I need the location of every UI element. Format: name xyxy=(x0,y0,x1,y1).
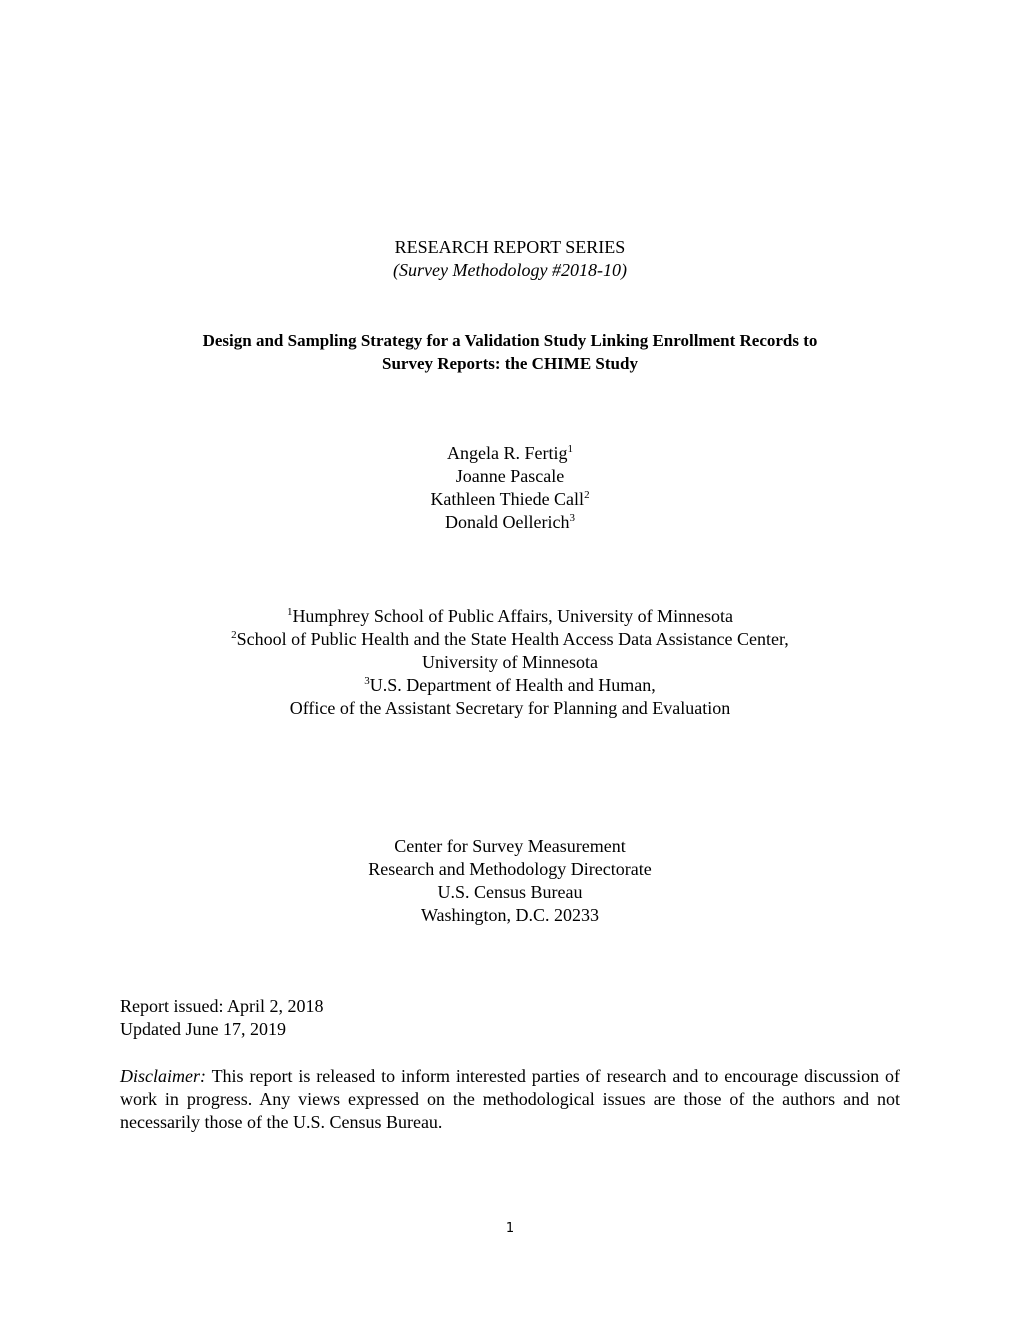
report-title xyxy=(120,329,900,375)
author-oellerich xyxy=(120,511,900,534)
affiliation-mark: 1 xyxy=(286,606,293,618)
affiliation-3-continued: Office of the Assistant Secretary for Planning and Evaluation xyxy=(289,698,731,718)
affiliation-2 xyxy=(120,628,900,651)
author-name: Angela R. Fertig xyxy=(447,443,568,463)
report-dates xyxy=(120,995,900,1041)
affiliation-3 xyxy=(120,674,900,697)
issued-date: Report issued: April 2, 2018 xyxy=(120,996,324,1016)
series-subtitle: (Survey Methodology #2018-10) xyxy=(393,260,627,280)
author-name: Kathleen Thiede Call xyxy=(430,489,585,509)
updated-date: Updated June 17, 2019 xyxy=(120,1019,286,1039)
publisher-city: Washington, D.C. 20233 xyxy=(420,905,600,925)
publisher-center: Center for Survey Measurement xyxy=(394,836,626,856)
author-list xyxy=(120,442,900,534)
affiliation-text: School of Public Health and the State Health Access Data Assistance Center, xyxy=(236,629,789,649)
affiliation-2-continued: University of Minnesota xyxy=(422,652,598,672)
affiliation-1 xyxy=(120,605,900,628)
author-name: Donald Oellerich xyxy=(445,512,570,532)
author-name: Joanne Pascale xyxy=(455,466,565,486)
author-pascale xyxy=(120,465,900,488)
affiliation-list xyxy=(120,605,900,720)
publisher-directorate: Research and Methodology Directorate xyxy=(368,859,652,879)
affiliation-mark: 2 xyxy=(231,629,237,641)
author-affiliation-mark: 3 xyxy=(569,512,575,524)
report-title-line-1: Design and Sampling Strategy for a Validation Study Linking Enrollment Records to xyxy=(202,331,818,350)
page-number: 1 xyxy=(505,1221,515,1236)
publisher-bureau: U.S. Census Bureau xyxy=(437,882,583,902)
affiliation-text: U.S. Department of Health and Human, xyxy=(369,675,656,695)
series-header xyxy=(120,236,900,282)
author-fertig xyxy=(120,442,900,465)
author-affiliation-mark: 1 xyxy=(567,443,573,455)
author-call xyxy=(120,488,900,511)
disclaimer-label: Disclaimer: xyxy=(120,1066,206,1086)
affiliation-text: Humphrey School of Public Affairs, University of Minnesota xyxy=(292,606,734,626)
report-title-line-2: Survey Reports: the CHIME Study xyxy=(382,354,638,373)
disclaimer xyxy=(120,1065,900,1134)
disclaimer-text: This report is released to inform interested parties of research and to encourage discussion of work in progress. Any views expressed on the methodological issues are those of the authors and not necessarily those of the U.S. Census Bureau. xyxy=(120,1066,900,1132)
affiliation-mark: 3 xyxy=(364,675,370,687)
publisher-address xyxy=(120,835,900,927)
author-affiliation-mark: 2 xyxy=(584,489,590,501)
series-title: RESEARCH REPORT SERIES xyxy=(394,237,626,257)
